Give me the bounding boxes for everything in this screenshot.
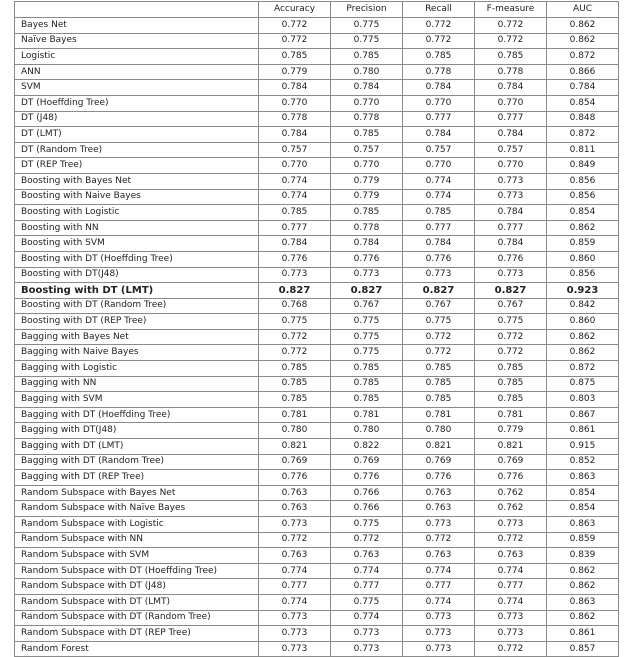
auc-cell: 0.862 xyxy=(547,329,619,345)
accuracy-cell: 0.772 xyxy=(259,532,331,548)
auc-cell: 0.862 xyxy=(547,345,619,361)
accuracy-cell: 0.770 xyxy=(259,95,331,111)
model-name-cell: ANN xyxy=(15,64,259,80)
accuracy-cell: 0.772 xyxy=(259,345,331,361)
f-measure-cell: 0.774 xyxy=(475,594,547,610)
accuracy-cell: 0.780 xyxy=(259,423,331,439)
accuracy-cell: 0.772 xyxy=(259,18,331,34)
precision-cell: 0.776 xyxy=(331,251,403,267)
precision-cell: 0.757 xyxy=(331,142,403,158)
table-row xyxy=(15,548,619,564)
precision-cell: 0.827 xyxy=(331,283,403,299)
f-measure-cell: 0.767 xyxy=(475,298,547,314)
table-row xyxy=(15,407,619,423)
model-name-cell: DT (REP Tree) xyxy=(15,158,259,174)
model-name-cell: Random Subspace with SVM xyxy=(15,548,259,564)
table-row xyxy=(15,579,619,595)
model-name-cell: DT (Random Tree) xyxy=(15,142,259,158)
accuracy-cell: 0.763 xyxy=(259,548,331,564)
model-name-cell: SVM xyxy=(15,80,259,96)
model-name-cell: Boosting with NN xyxy=(15,220,259,236)
auc-cell: 0.856 xyxy=(547,267,619,283)
auc-cell: 0.875 xyxy=(547,376,619,392)
table-row xyxy=(15,610,619,626)
auc-cell: 0.863 xyxy=(547,517,619,533)
recall-cell: 0.784 xyxy=(403,236,475,252)
recall-cell: 0.777 xyxy=(403,220,475,236)
auc-cell: 0.859 xyxy=(547,532,619,548)
f-measure-cell: 0.772 xyxy=(475,329,547,345)
table-row xyxy=(15,329,619,345)
recall-cell: 0.772 xyxy=(403,18,475,34)
auc-cell: 0.862 xyxy=(547,563,619,579)
f-measure-cell: 0.757 xyxy=(475,142,547,158)
table-row xyxy=(15,49,619,65)
auc-cell: 0.872 xyxy=(547,127,619,143)
header-cell-recall: Recall xyxy=(403,2,475,18)
precision-cell: 0.822 xyxy=(331,439,403,455)
auc-cell: 0.854 xyxy=(547,501,619,517)
precision-cell: 0.770 xyxy=(331,158,403,174)
header-cell-auc: AUC xyxy=(547,2,619,18)
accuracy-cell: 0.785 xyxy=(259,376,331,392)
accuracy-cell: 0.827 xyxy=(259,283,331,299)
recall-cell: 0.785 xyxy=(403,361,475,377)
f-measure-cell: 0.762 xyxy=(475,485,547,501)
f-measure-cell: 0.784 xyxy=(475,205,547,221)
table-row xyxy=(15,423,619,439)
auc-cell: 0.839 xyxy=(547,548,619,564)
auc-cell: 0.842 xyxy=(547,298,619,314)
precision-cell: 0.780 xyxy=(331,64,403,80)
precision-cell: 0.777 xyxy=(331,579,403,595)
f-measure-cell: 0.772 xyxy=(475,532,547,548)
model-name-cell: Random Subspace with DT (Random Tree) xyxy=(15,610,259,626)
table-row xyxy=(15,376,619,392)
precision-cell: 0.767 xyxy=(331,298,403,314)
auc-cell: 0.857 xyxy=(547,641,619,657)
table-row xyxy=(15,532,619,548)
accuracy-cell: 0.785 xyxy=(259,392,331,408)
header-row xyxy=(15,2,619,18)
f-measure-cell: 0.785 xyxy=(475,49,547,65)
accuracy-cell: 0.773 xyxy=(259,610,331,626)
recall-cell: 0.781 xyxy=(403,407,475,423)
table-row xyxy=(15,439,619,455)
recall-cell: 0.763 xyxy=(403,501,475,517)
recall-cell: 0.821 xyxy=(403,439,475,455)
f-measure-cell: 0.775 xyxy=(475,314,547,330)
model-name-cell: DT (J48) xyxy=(15,111,259,127)
model-name-cell: Bagging with Bayes Net xyxy=(15,329,259,345)
table-row xyxy=(15,205,619,221)
auc-cell: 0.854 xyxy=(547,95,619,111)
auc-cell: 0.856 xyxy=(547,189,619,205)
auc-cell: 0.860 xyxy=(547,251,619,267)
auc-cell: 0.854 xyxy=(547,485,619,501)
f-measure-cell: 0.779 xyxy=(475,423,547,439)
model-name-cell: DT (Hoeffding Tree) xyxy=(15,95,259,111)
table-row xyxy=(15,142,619,158)
f-measure-cell: 0.784 xyxy=(475,236,547,252)
precision-cell: 0.785 xyxy=(331,376,403,392)
auc-cell: 0.848 xyxy=(547,111,619,127)
table-row xyxy=(15,314,619,330)
recall-cell: 0.773 xyxy=(403,517,475,533)
model-name-cell: Random Subspace with DT (Hoeffding Tree) xyxy=(15,563,259,579)
recall-cell: 0.784 xyxy=(403,80,475,96)
model-name-cell: Bagging with DT (LMT) xyxy=(15,439,259,455)
recall-cell: 0.827 xyxy=(403,283,475,299)
accuracy-cell: 0.769 xyxy=(259,454,331,470)
table-row xyxy=(15,283,619,299)
accuracy-cell: 0.768 xyxy=(259,298,331,314)
model-name-cell: Boosting with DT (Random Tree) xyxy=(15,298,259,314)
f-measure-cell: 0.773 xyxy=(475,267,547,283)
model-name-cell: Random Subspace with NN xyxy=(15,532,259,548)
recall-cell: 0.773 xyxy=(403,610,475,626)
table-row xyxy=(15,236,619,252)
accuracy-cell: 0.785 xyxy=(259,49,331,65)
precision-cell: 0.766 xyxy=(331,485,403,501)
f-measure-cell: 0.777 xyxy=(475,220,547,236)
precision-cell: 0.773 xyxy=(331,267,403,283)
recall-cell: 0.774 xyxy=(403,173,475,189)
f-measure-cell: 0.827 xyxy=(475,283,547,299)
recall-cell: 0.777 xyxy=(403,579,475,595)
table-row xyxy=(15,298,619,314)
precision-cell: 0.775 xyxy=(331,329,403,345)
precision-cell: 0.781 xyxy=(331,407,403,423)
recall-cell: 0.773 xyxy=(403,626,475,642)
f-measure-cell: 0.773 xyxy=(475,610,547,626)
recall-cell: 0.775 xyxy=(403,314,475,330)
auc-cell: 0.862 xyxy=(547,18,619,34)
accuracy-cell: 0.777 xyxy=(259,579,331,595)
table-row xyxy=(15,626,619,642)
table-row xyxy=(15,95,619,111)
precision-cell: 0.775 xyxy=(331,594,403,610)
precision-cell: 0.778 xyxy=(331,220,403,236)
f-measure-cell: 0.784 xyxy=(475,127,547,143)
table-row xyxy=(15,392,619,408)
model-name-cell: Random Subspace with Naïve Bayes xyxy=(15,501,259,517)
f-measure-cell: 0.784 xyxy=(475,80,547,96)
model-name-cell: Random Forest xyxy=(15,641,259,657)
f-measure-cell: 0.785 xyxy=(475,361,547,377)
recall-cell: 0.785 xyxy=(403,376,475,392)
auc-cell: 0.861 xyxy=(547,423,619,439)
f-measure-cell: 0.772 xyxy=(475,18,547,34)
table-row xyxy=(15,563,619,579)
precision-cell: 0.784 xyxy=(331,80,403,96)
table-row xyxy=(15,470,619,486)
auc-cell: 0.861 xyxy=(547,626,619,642)
f-measure-cell: 0.769 xyxy=(475,454,547,470)
precision-cell: 0.785 xyxy=(331,49,403,65)
precision-cell: 0.772 xyxy=(331,532,403,548)
accuracy-cell: 0.784 xyxy=(259,236,331,252)
model-name-cell: Boosting with DT (LMT) xyxy=(15,283,259,299)
accuracy-cell: 0.773 xyxy=(259,267,331,283)
results-table-container xyxy=(14,1,618,657)
model-name-cell: Random Subspace with DT (REP Tree) xyxy=(15,626,259,642)
accuracy-cell: 0.785 xyxy=(259,361,331,377)
recall-cell: 0.770 xyxy=(403,95,475,111)
model-name-cell: Bagging with DT (Random Tree) xyxy=(15,454,259,470)
model-name-cell: Random Subspace with Bayes Net xyxy=(15,485,259,501)
auc-cell: 0.856 xyxy=(547,173,619,189)
table-row xyxy=(15,454,619,470)
accuracy-cell: 0.776 xyxy=(259,470,331,486)
auc-cell: 0.854 xyxy=(547,205,619,221)
accuracy-cell: 0.774 xyxy=(259,563,331,579)
f-measure-cell: 0.772 xyxy=(475,641,547,657)
model-name-cell: Random Subspace with DT (J48) xyxy=(15,579,259,595)
recall-cell: 0.785 xyxy=(403,392,475,408)
model-name-cell: Boosting with DT(J48) xyxy=(15,267,259,283)
accuracy-cell: 0.778 xyxy=(259,111,331,127)
recall-cell: 0.774 xyxy=(403,189,475,205)
table-row xyxy=(15,189,619,205)
recall-cell: 0.773 xyxy=(403,641,475,657)
auc-cell: 0.859 xyxy=(547,236,619,252)
recall-cell: 0.778 xyxy=(403,64,475,80)
accuracy-cell: 0.776 xyxy=(259,251,331,267)
auc-cell: 0.867 xyxy=(547,407,619,423)
accuracy-cell: 0.784 xyxy=(259,127,331,143)
recall-cell: 0.785 xyxy=(403,49,475,65)
model-name-cell: Bagging with Naive Bayes xyxy=(15,345,259,361)
table-row xyxy=(15,485,619,501)
model-name-cell: Bagging with DT(J48) xyxy=(15,423,259,439)
accuracy-cell: 0.773 xyxy=(259,626,331,642)
table-row xyxy=(15,18,619,34)
accuracy-cell: 0.757 xyxy=(259,142,331,158)
recall-cell: 0.776 xyxy=(403,470,475,486)
precision-cell: 0.785 xyxy=(331,361,403,377)
recall-cell: 0.777 xyxy=(403,111,475,127)
accuracy-cell: 0.775 xyxy=(259,314,331,330)
f-measure-cell: 0.777 xyxy=(475,111,547,127)
accuracy-cell: 0.773 xyxy=(259,517,331,533)
auc-cell: 0.860 xyxy=(547,314,619,330)
precision-cell: 0.773 xyxy=(331,626,403,642)
f-measure-cell: 0.770 xyxy=(475,158,547,174)
accuracy-cell: 0.773 xyxy=(259,641,331,657)
accuracy-cell: 0.821 xyxy=(259,439,331,455)
recall-cell: 0.773 xyxy=(403,267,475,283)
table-row xyxy=(15,127,619,143)
precision-cell: 0.785 xyxy=(331,127,403,143)
auc-cell: 0.863 xyxy=(547,470,619,486)
recall-cell: 0.757 xyxy=(403,142,475,158)
accuracy-cell: 0.784 xyxy=(259,80,331,96)
model-name-cell: Random Subspace with Logistic xyxy=(15,517,259,533)
header-cell-model xyxy=(15,2,259,18)
auc-cell: 0.872 xyxy=(547,361,619,377)
recall-cell: 0.770 xyxy=(403,158,475,174)
accuracy-cell: 0.781 xyxy=(259,407,331,423)
auc-cell: 0.811 xyxy=(547,142,619,158)
f-measure-cell: 0.785 xyxy=(475,376,547,392)
recall-cell: 0.784 xyxy=(403,127,475,143)
accuracy-cell: 0.763 xyxy=(259,485,331,501)
model-name-cell: Boosting with DT (Hoeffding Tree) xyxy=(15,251,259,267)
precision-cell: 0.779 xyxy=(331,173,403,189)
auc-cell: 0.863 xyxy=(547,594,619,610)
precision-cell: 0.775 xyxy=(331,33,403,49)
auc-cell: 0.862 xyxy=(547,220,619,236)
recall-cell: 0.767 xyxy=(403,298,475,314)
f-measure-cell: 0.777 xyxy=(475,579,547,595)
precision-cell: 0.785 xyxy=(331,205,403,221)
table-row xyxy=(15,158,619,174)
recall-cell: 0.763 xyxy=(403,485,475,501)
f-measure-cell: 0.776 xyxy=(475,251,547,267)
f-measure-cell: 0.778 xyxy=(475,64,547,80)
model-name-cell: Boosting with Bayes Net xyxy=(15,173,259,189)
auc-cell: 0.862 xyxy=(547,610,619,626)
accuracy-cell: 0.779 xyxy=(259,64,331,80)
f-measure-cell: 0.762 xyxy=(475,501,547,517)
accuracy-cell: 0.777 xyxy=(259,220,331,236)
f-measure-cell: 0.773 xyxy=(475,189,547,205)
table-row xyxy=(15,641,619,657)
precision-cell: 0.775 xyxy=(331,517,403,533)
recall-cell: 0.763 xyxy=(403,548,475,564)
auc-cell: 0.849 xyxy=(547,158,619,174)
f-measure-cell: 0.772 xyxy=(475,345,547,361)
precision-cell: 0.773 xyxy=(331,641,403,657)
model-name-cell: Naïve Bayes xyxy=(15,33,259,49)
table-row xyxy=(15,267,619,283)
table-row xyxy=(15,111,619,127)
f-measure-cell: 0.772 xyxy=(475,33,547,49)
auc-cell: 0.852 xyxy=(547,454,619,470)
auc-cell: 0.862 xyxy=(547,33,619,49)
precision-cell: 0.775 xyxy=(331,345,403,361)
accuracy-cell: 0.772 xyxy=(259,329,331,345)
precision-cell: 0.763 xyxy=(331,548,403,564)
precision-cell: 0.775 xyxy=(331,18,403,34)
auc-cell: 0.784 xyxy=(547,80,619,96)
precision-cell: 0.785 xyxy=(331,392,403,408)
table-row xyxy=(15,173,619,189)
header-cell-f-measure: F-measure xyxy=(475,2,547,18)
model-name-cell: Bagging with DT (Hoeffding Tree) xyxy=(15,407,259,423)
f-measure-cell: 0.821 xyxy=(475,439,547,455)
f-measure-cell: 0.785 xyxy=(475,392,547,408)
precision-cell: 0.784 xyxy=(331,236,403,252)
precision-cell: 0.774 xyxy=(331,563,403,579)
accuracy-cell: 0.774 xyxy=(259,173,331,189)
f-measure-cell: 0.763 xyxy=(475,548,547,564)
table-row xyxy=(15,220,619,236)
precision-cell: 0.778 xyxy=(331,111,403,127)
f-measure-cell: 0.781 xyxy=(475,407,547,423)
f-measure-cell: 0.776 xyxy=(475,470,547,486)
model-name-cell: DT (LMT) xyxy=(15,127,259,143)
model-name-cell: Boosting with Naive Bayes xyxy=(15,189,259,205)
recall-cell: 0.772 xyxy=(403,33,475,49)
auc-cell: 0.862 xyxy=(547,579,619,595)
auc-cell: 0.866 xyxy=(547,64,619,80)
auc-cell: 0.872 xyxy=(547,49,619,65)
accuracy-cell: 0.774 xyxy=(259,189,331,205)
model-name-cell: Boosting with SVM xyxy=(15,236,259,252)
table-body xyxy=(15,18,619,657)
f-measure-cell: 0.773 xyxy=(475,626,547,642)
table-row xyxy=(15,594,619,610)
table-row xyxy=(15,501,619,517)
model-name-cell: Random Subspace with DT (LMT) xyxy=(15,594,259,610)
precision-cell: 0.769 xyxy=(331,454,403,470)
model-name-cell: Bagging with NN xyxy=(15,376,259,392)
f-measure-cell: 0.773 xyxy=(475,517,547,533)
precision-cell: 0.775 xyxy=(331,314,403,330)
auc-cell: 0.803 xyxy=(547,392,619,408)
table-row xyxy=(15,80,619,96)
f-measure-cell: 0.770 xyxy=(475,95,547,111)
precision-cell: 0.776 xyxy=(331,470,403,486)
recall-cell: 0.772 xyxy=(403,532,475,548)
header-cell-accuracy: Accuracy xyxy=(259,2,331,18)
precision-cell: 0.774 xyxy=(331,610,403,626)
accuracy-cell: 0.763 xyxy=(259,501,331,517)
table-row xyxy=(15,33,619,49)
accuracy-cell: 0.785 xyxy=(259,205,331,221)
model-name-cell: Logistic xyxy=(15,49,259,65)
auc-cell: 0.915 xyxy=(547,439,619,455)
recall-cell: 0.780 xyxy=(403,423,475,439)
model-name-cell: Boosting with DT (REP Tree) xyxy=(15,314,259,330)
header-cell-precision: Precision xyxy=(331,2,403,18)
accuracy-cell: 0.772 xyxy=(259,33,331,49)
table-row xyxy=(15,251,619,267)
recall-cell: 0.772 xyxy=(403,329,475,345)
model-name-cell: Bagging with Logistic xyxy=(15,361,259,377)
auc-cell: 0.923 xyxy=(547,283,619,299)
recall-cell: 0.785 xyxy=(403,205,475,221)
table-row xyxy=(15,361,619,377)
recall-cell: 0.772 xyxy=(403,345,475,361)
model-name-cell: Bagging with SVM xyxy=(15,392,259,408)
f-measure-cell: 0.774 xyxy=(475,563,547,579)
precision-cell: 0.766 xyxy=(331,501,403,517)
recall-cell: 0.774 xyxy=(403,563,475,579)
table-row xyxy=(15,64,619,80)
model-name-cell: Bagging with DT (REP Tree) xyxy=(15,470,259,486)
model-name-cell: Boosting with Logistic xyxy=(15,205,259,221)
table-row xyxy=(15,517,619,533)
recall-cell: 0.769 xyxy=(403,454,475,470)
precision-cell: 0.780 xyxy=(331,423,403,439)
table-row xyxy=(15,345,619,361)
precision-cell: 0.770 xyxy=(331,95,403,111)
precision-cell: 0.779 xyxy=(331,189,403,205)
model-name-cell: Bayes Net xyxy=(15,18,259,34)
recall-cell: 0.774 xyxy=(403,594,475,610)
accuracy-cell: 0.774 xyxy=(259,594,331,610)
results-table xyxy=(14,1,619,657)
f-measure-cell: 0.773 xyxy=(475,173,547,189)
recall-cell: 0.776 xyxy=(403,251,475,267)
accuracy-cell: 0.770 xyxy=(259,158,331,174)
